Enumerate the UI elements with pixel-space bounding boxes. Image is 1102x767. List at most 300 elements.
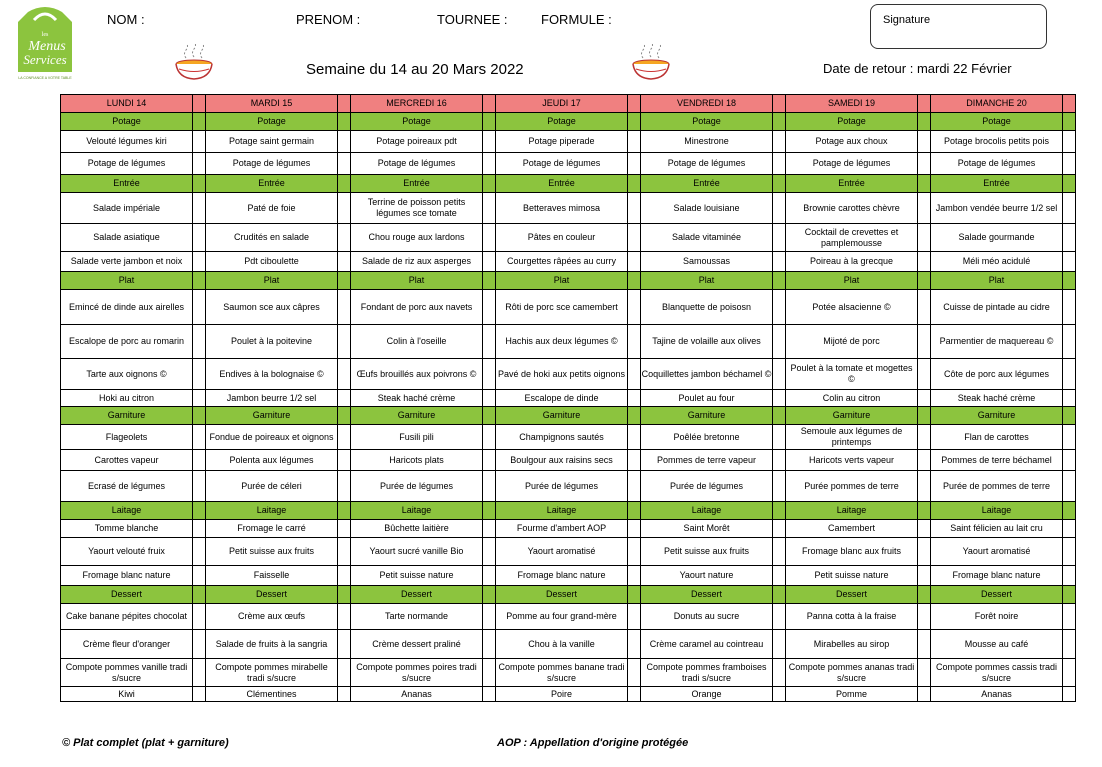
empty-side-cell [483, 407, 496, 425]
empty-side-cell [338, 425, 351, 450]
menu-item-cell: Petit suisse aux fruits [206, 538, 338, 566]
menu-item-cell: Salade de fruits à la sangria [206, 630, 338, 659]
menu-item-cell: Ananas [351, 687, 483, 702]
signature-box[interactable] [870, 4, 1047, 49]
menu-item-cell: Pâtes en couleur [496, 224, 628, 252]
weekly-menu-table [60, 94, 1076, 702]
empty-side-cell [628, 131, 641, 153]
menu-item-cell: Steak haché crème [931, 390, 1063, 407]
menus-services-logo [14, 6, 76, 82]
category-header-cell: Dessert [351, 586, 483, 604]
menu-item-cell: Purée de légumes [351, 471, 483, 502]
empty-side-cell [773, 290, 786, 325]
category-header-cell: Dessert [786, 586, 918, 604]
empty-side-cell [338, 359, 351, 390]
category-header-cell: Potage [931, 113, 1063, 131]
menu-item-cell: Petit suisse aux fruits [641, 538, 773, 566]
menu-item-cell: Pommes de terre béchamel [931, 450, 1063, 471]
menu-item-cell: Poulet au four [641, 390, 773, 407]
empty-side-cell [773, 224, 786, 252]
empty-side-cell [193, 175, 206, 193]
empty-side-cell [628, 604, 641, 630]
empty-side-cell [918, 566, 931, 586]
empty-side-cell [483, 659, 496, 687]
menu-item-cell: Purée de légumes [496, 471, 628, 502]
empty-side-cell [773, 520, 786, 538]
menu-item-cell: Polenta aux légumes [206, 450, 338, 471]
empty-side-cell [628, 566, 641, 586]
menu-item-cell: Flan de carottes [931, 425, 1063, 450]
empty-side-cell [483, 604, 496, 630]
category-header-cell: Potage [206, 113, 338, 131]
menu-item-cell: Betteraves mimosa [496, 193, 628, 224]
category-header-cell: Garniture [351, 407, 483, 425]
empty-side-cell [338, 538, 351, 566]
menu-item-cell: Jambon beurre 1/2 sel [206, 390, 338, 407]
menu-item-cell: Chou à la vanille [496, 630, 628, 659]
menu-item-cell: Côte de porc aux légumes [931, 359, 1063, 390]
menu-item-cell: Kiwi [61, 687, 193, 702]
empty-side-cell [918, 131, 931, 153]
menu-item-cell: Compote pommes framboises tradi s/sucre [641, 659, 773, 687]
menu-item-row [61, 325, 1076, 359]
empty-side-cell [338, 407, 351, 425]
category-header-cell: Garniture [641, 407, 773, 425]
category-header-cell: Potage [786, 113, 918, 131]
empty-side-cell [918, 604, 931, 630]
empty-side-cell [918, 586, 931, 604]
menu-item-row [61, 252, 1076, 272]
empty-side-cell [773, 390, 786, 407]
empty-side-cell [193, 520, 206, 538]
empty-side-cell [1063, 153, 1076, 175]
menu-item-cell: Crudités en salade [206, 224, 338, 252]
menu-item-cell: Escalope de dinde [496, 390, 628, 407]
menu-item-row [61, 687, 1076, 702]
menu-item-cell: Poêlée bretonne [641, 425, 773, 450]
empty-side-cell [918, 687, 931, 702]
category-header-row [61, 586, 1076, 604]
menu-item-cell: Potage de légumes [61, 153, 193, 175]
empty-side-cell [1063, 520, 1076, 538]
empty-side-cell [773, 566, 786, 586]
menu-item-cell: Purée de pommes de terre [931, 471, 1063, 502]
menu-item-cell: Yaourt aromatisé [496, 538, 628, 566]
empty-side-cell [193, 471, 206, 502]
menu-item-cell: Poulet à la poitevine [206, 325, 338, 359]
empty-side-cell [483, 325, 496, 359]
menu-item-cell: Fondue de poireaux et oignons [206, 425, 338, 450]
menu-item-cell: Potage piperade [496, 131, 628, 153]
menu-item-cell: Chou rouge aux lardons [351, 224, 483, 252]
menu-item-cell: Carottes vapeur [61, 450, 193, 471]
menu-item-cell: Coquillettes jambon béchamel © [641, 359, 773, 390]
empty-side-cell [193, 425, 206, 450]
menu-item-cell: Escalope de porc au romarin [61, 325, 193, 359]
menu-item-cell: Méli méo acidulé [931, 252, 1063, 272]
menu-item-row [61, 425, 1076, 450]
empty-side-cell [773, 252, 786, 272]
empty-side-cell [1063, 175, 1076, 193]
empty-side-cell [483, 566, 496, 586]
empty-side-cell [1063, 252, 1076, 272]
empty-side-cell [338, 586, 351, 604]
empty-side-cell [193, 193, 206, 224]
empty-side-cell [338, 604, 351, 630]
empty-side-cell [773, 604, 786, 630]
empty-side-cell [628, 520, 641, 538]
empty-side-cell [338, 252, 351, 272]
empty-side-cell [1063, 502, 1076, 520]
empty-side-cell [628, 224, 641, 252]
empty-side-cell [483, 630, 496, 659]
category-header-cell: Plat [641, 272, 773, 290]
menu-item-cell: Velouté légumes kiri [61, 131, 193, 153]
menu-item-cell: Cake banane pépites chocolat [61, 604, 193, 630]
empty-side-cell [918, 325, 931, 359]
empty-side-cell [1063, 538, 1076, 566]
empty-side-cell [1063, 95, 1076, 113]
empty-side-cell [338, 502, 351, 520]
day-header-cell: JEUDI 17 [496, 95, 628, 113]
menu-item-cell: Tomme blanche [61, 520, 193, 538]
menu-item-cell: Poire [496, 687, 628, 702]
menu-item-cell: Colin au citron [786, 390, 918, 407]
menu-item-row [61, 290, 1076, 325]
empty-side-cell [628, 95, 641, 113]
menu-item-cell: Flageolets [61, 425, 193, 450]
empty-side-cell [483, 153, 496, 175]
empty-side-cell [483, 95, 496, 113]
menu-item-cell: Rôti de porc sce camembert [496, 290, 628, 325]
menu-item-row [61, 630, 1076, 659]
empty-side-cell [193, 359, 206, 390]
empty-side-cell [918, 659, 931, 687]
menu-item-row [61, 520, 1076, 538]
menu-item-cell: Potage poireaux pdt [351, 131, 483, 153]
menu-item-cell: Poireau à la grecque [786, 252, 918, 272]
menu-item-row [61, 390, 1076, 407]
empty-side-cell [193, 95, 206, 113]
empty-side-cell [628, 390, 641, 407]
day-header-cell: SAMEDI 19 [786, 95, 918, 113]
menu-item-cell: Haricots verts vapeur [786, 450, 918, 471]
menu-item-cell: Potage saint germain [206, 131, 338, 153]
empty-side-cell [773, 193, 786, 224]
menu-item-cell: Mousse au café [931, 630, 1063, 659]
empty-side-cell [483, 175, 496, 193]
empty-side-cell [918, 502, 931, 520]
empty-side-cell [338, 193, 351, 224]
empty-side-cell [483, 450, 496, 471]
menu-item-cell: Compote pommes vanille tradi s/sucre [61, 659, 193, 687]
category-header-cell: Potage [641, 113, 773, 131]
empty-side-cell [918, 630, 931, 659]
empty-side-cell [483, 390, 496, 407]
menu-item-cell: Compote pommes ananas tradi s/sucre [786, 659, 918, 687]
empty-side-cell [628, 471, 641, 502]
menu-item-row [61, 450, 1076, 471]
menu-item-cell: Donuts au sucre [641, 604, 773, 630]
empty-side-cell [338, 224, 351, 252]
menu-item-cell: Purée pommes de terre [786, 471, 918, 502]
empty-side-cell [483, 538, 496, 566]
empty-side-cell [1063, 586, 1076, 604]
category-header-cell: Entrée [931, 175, 1063, 193]
empty-side-cell [773, 538, 786, 566]
empty-side-cell [773, 407, 786, 425]
category-header-cell: Dessert [641, 586, 773, 604]
category-header-cell: Laitage [641, 502, 773, 520]
category-header-cell: Entrée [496, 175, 628, 193]
menu-item-cell: Fondant de porc aux navets [351, 290, 483, 325]
empty-side-cell [918, 425, 931, 450]
empty-side-cell [338, 450, 351, 471]
empty-side-cell [1063, 659, 1076, 687]
empty-side-cell [773, 272, 786, 290]
menu-item-cell: Jambon vendée beurre 1/2 sel [931, 193, 1063, 224]
menu-item-cell: Potage de légumes [206, 153, 338, 175]
category-header-cell: Laitage [786, 502, 918, 520]
menu-item-cell: Potage aux choux [786, 131, 918, 153]
category-header-cell: Entrée [351, 175, 483, 193]
empty-side-cell [773, 471, 786, 502]
empty-side-cell [628, 175, 641, 193]
menu-item-cell: Crème aux œufs [206, 604, 338, 630]
empty-side-cell [628, 272, 641, 290]
empty-side-cell [773, 131, 786, 153]
empty-side-cell [918, 193, 931, 224]
empty-side-cell [483, 425, 496, 450]
empty-side-cell [338, 95, 351, 113]
svg-text:les: les [41, 32, 49, 38]
svg-text:Services: Services [23, 52, 67, 67]
menu-item-cell: Colin à l'oseille [351, 325, 483, 359]
category-header-cell: Dessert [931, 586, 1063, 604]
empty-side-cell [483, 131, 496, 153]
category-header-cell: Plat [61, 272, 193, 290]
menu-item-cell: Crème caramel au cointreau [641, 630, 773, 659]
empty-side-cell [918, 153, 931, 175]
menu-item-cell: Forêt noire [931, 604, 1063, 630]
menu-item-cell: Saint Morêt [641, 520, 773, 538]
empty-side-cell [918, 290, 931, 325]
menu-item-cell: Petit suisse nature [786, 566, 918, 586]
menu-item-cell: Cuisse de pintade au cidre [931, 290, 1063, 325]
empty-side-cell [918, 95, 931, 113]
menu-item-cell: Bûchette laitière [351, 520, 483, 538]
category-header-cell: Laitage [61, 502, 193, 520]
empty-side-cell [483, 471, 496, 502]
menu-item-cell: Haricots plats [351, 450, 483, 471]
empty-side-cell [773, 359, 786, 390]
empty-side-cell [628, 425, 641, 450]
category-header-row [61, 113, 1076, 131]
menu-item-cell: Fromage le carré [206, 520, 338, 538]
menu-item-row [61, 131, 1076, 153]
empty-side-cell [1063, 407, 1076, 425]
menu-item-cell: Ananas [931, 687, 1063, 702]
menu-item-cell: Saint félicien au lait cru [931, 520, 1063, 538]
empty-side-cell [1063, 325, 1076, 359]
menu-item-cell: Champignons sautés [496, 425, 628, 450]
empty-side-cell [338, 325, 351, 359]
menu-item-cell: Tajine de volaille aux olives [641, 325, 773, 359]
menu-item-cell: Purée de légumes [641, 471, 773, 502]
category-header-cell: Plat [351, 272, 483, 290]
menu-item-row [61, 224, 1076, 252]
empty-side-cell [1063, 604, 1076, 630]
empty-side-cell [193, 272, 206, 290]
empty-side-cell [773, 630, 786, 659]
empty-side-cell [338, 131, 351, 153]
empty-side-cell [773, 175, 786, 193]
empty-side-cell [193, 604, 206, 630]
empty-side-cell [483, 272, 496, 290]
empty-side-cell [628, 586, 641, 604]
category-header-cell: Potage [61, 113, 193, 131]
menu-item-cell: Pommes de terre vapeur [641, 450, 773, 471]
footnote-aop: AOP : Appellation d'origine protégée [497, 737, 689, 749]
menu-item-cell: Steak haché crème [351, 390, 483, 407]
menu-item-cell: Fourme d'ambert AOP [496, 520, 628, 538]
category-header-row [61, 502, 1076, 520]
empty-side-cell [193, 659, 206, 687]
empty-side-cell [338, 630, 351, 659]
empty-side-cell [338, 659, 351, 687]
empty-side-cell [773, 687, 786, 702]
empty-side-cell [918, 113, 931, 131]
empty-side-cell [193, 450, 206, 471]
menu-item-cell: Pomme au four grand-mère [496, 604, 628, 630]
menu-item-cell: Clémentines [206, 687, 338, 702]
empty-side-cell [338, 566, 351, 586]
empty-side-cell [773, 113, 786, 131]
menu-item-cell: Salade de riz aux asperges [351, 252, 483, 272]
empty-side-cell [338, 175, 351, 193]
category-header-cell: Dessert [206, 586, 338, 604]
menu-item-cell: Salade louisiane [641, 193, 773, 224]
empty-side-cell [773, 425, 786, 450]
empty-side-cell [1063, 272, 1076, 290]
empty-side-cell [628, 359, 641, 390]
empty-side-cell [1063, 359, 1076, 390]
category-header-row [61, 175, 1076, 193]
empty-side-cell [193, 390, 206, 407]
menu-item-cell: Minestrone [641, 131, 773, 153]
category-header-cell: Potage [351, 113, 483, 131]
category-header-cell: Garniture [61, 407, 193, 425]
empty-side-cell [193, 153, 206, 175]
empty-side-cell [193, 113, 206, 131]
menu-item-cell: Salade verte jambon et noix [61, 252, 193, 272]
empty-side-cell [1063, 630, 1076, 659]
category-header-cell: Entrée [786, 175, 918, 193]
empty-side-cell [483, 520, 496, 538]
empty-side-cell [773, 450, 786, 471]
menu-item-cell: Crème dessert praliné [351, 630, 483, 659]
menu-item-cell: Hachis aux deux légumes © [496, 325, 628, 359]
empty-side-cell [483, 290, 496, 325]
empty-side-cell [1063, 471, 1076, 502]
category-header-row [61, 272, 1076, 290]
menu-item-cell: Salade gourmande [931, 224, 1063, 252]
soup-bowl-icon [629, 44, 673, 84]
empty-side-cell [628, 630, 641, 659]
empty-side-cell [628, 502, 641, 520]
day-header-row [61, 95, 1076, 113]
menu-item-cell: Cocktail de crevettes et pamplemousse [786, 224, 918, 252]
empty-side-cell [628, 659, 641, 687]
menu-item-row [61, 604, 1076, 630]
category-header-cell: Entrée [641, 175, 773, 193]
menu-item-cell: Parmentier de maquereau © [931, 325, 1063, 359]
empty-side-cell [918, 407, 931, 425]
menu-item-cell: Fromage blanc nature [61, 566, 193, 586]
menu-item-cell: Emincé de dinde aux airelles [61, 290, 193, 325]
empty-side-cell [338, 520, 351, 538]
menu-item-cell: Mijoté de porc [786, 325, 918, 359]
menu-item-cell: Compote pommes poires tradi s/sucre [351, 659, 483, 687]
category-header-cell: Laitage [496, 502, 628, 520]
category-header-cell: Plat [786, 272, 918, 290]
menu-item-row [61, 566, 1076, 586]
empty-side-cell [918, 471, 931, 502]
category-header-cell: Laitage [206, 502, 338, 520]
menu-item-cell: Paté de foie [206, 193, 338, 224]
menu-item-cell: Pavé de hoki aux petits oignons [496, 359, 628, 390]
menu-item-cell: Tarte aux oignons © [61, 359, 193, 390]
empty-side-cell [193, 687, 206, 702]
empty-side-cell [483, 359, 496, 390]
empty-side-cell [193, 630, 206, 659]
empty-side-cell [1063, 193, 1076, 224]
day-header-cell: LUNDI 14 [61, 95, 193, 113]
menu-item-cell: Samoussas [641, 252, 773, 272]
empty-side-cell [338, 687, 351, 702]
day-header-cell: MARDI 15 [206, 95, 338, 113]
empty-side-cell [773, 95, 786, 113]
menu-item-cell: Fromage blanc nature [496, 566, 628, 586]
empty-side-cell [628, 407, 641, 425]
empty-side-cell [483, 193, 496, 224]
empty-side-cell [483, 252, 496, 272]
category-header-cell: Entrée [206, 175, 338, 193]
menu-item-cell: Potage brocolis petits pois [931, 131, 1063, 153]
empty-side-cell [193, 325, 206, 359]
category-header-cell: Dessert [496, 586, 628, 604]
menu-item-cell: Œufs brouillés aux poivrons © [351, 359, 483, 390]
return-date: Date de retour : mardi 22 Février [823, 61, 1012, 76]
menu-item-row [61, 538, 1076, 566]
empty-side-cell [193, 502, 206, 520]
empty-side-cell [483, 502, 496, 520]
empty-side-cell [1063, 290, 1076, 325]
menu-item-cell: Mirabelles au sirop [786, 630, 918, 659]
empty-side-cell [628, 325, 641, 359]
empty-side-cell [1063, 566, 1076, 586]
empty-side-cell [193, 224, 206, 252]
empty-side-cell [918, 538, 931, 566]
empty-side-cell [918, 252, 931, 272]
empty-side-cell [483, 113, 496, 131]
empty-side-cell [1063, 113, 1076, 131]
empty-side-cell [918, 359, 931, 390]
category-header-cell: Laitage [931, 502, 1063, 520]
empty-side-cell [1063, 224, 1076, 252]
menu-item-cell: Potage de légumes [641, 153, 773, 175]
menu-item-cell: Purée de céleri [206, 471, 338, 502]
